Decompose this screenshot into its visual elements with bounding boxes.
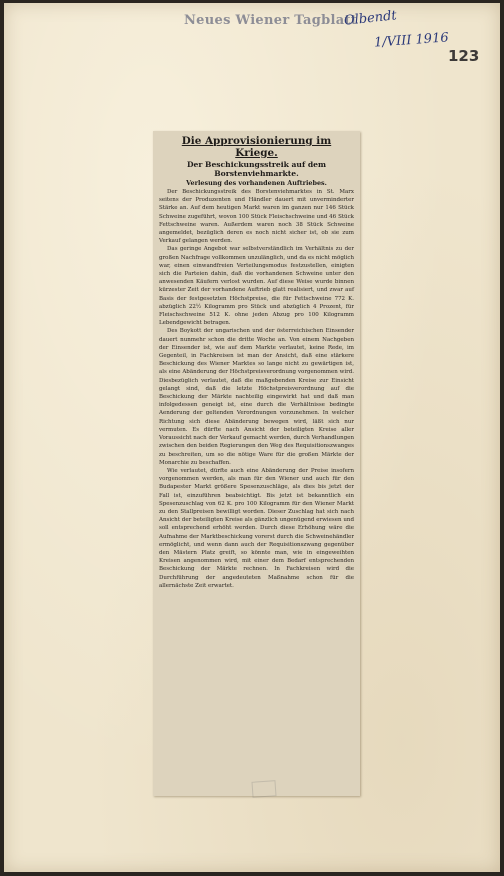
- faint-stamp-mark: [251, 780, 276, 798]
- article-paragraph-3: Des Boykott der ungarischen und der österreichischen Einsender dauert nunmehr schon die dritte Woche an. Von einem Nachgeben der Einsender ist, wie auf dem Markte verlautet, keine Rede, im Gegenteil, in Fachkreisen ist man der Ansicht, daß eine stärkere Beschickung des Wiener Marktes so lange nicht zu gewärtigen ist, als eine Abänderung der Höchstpreisverordnung vorgenommen wird. Diesbezüglich verlautet, daß die maßgebenden Kreise zur Einsicht gelangt sind, daß die letzte Höchstpreisverordnung auf die Beschickung der Märkte nachteilig eingewirkt hat und daß man infolgedessen geneigt ist, eine durch die Verhältnisse bedingte Aenderung der geltenden Verordnungen vorzunehmen. In welcher Richtung sich diese Abänderung bewegen wird, läßt sich nur vermuten. Es dürfte nach Ansicht der beteiligten Kreise aller Voraussicht nach der Verkauf gemacht werden, durch Verhandlungen zwischen den beiden Regierungen den Weg des Requisitionszwanges zu beschreiten, um so die nötige Ware für die großen Märkte der Monarchie zu beschaffen.: [159, 328, 354, 466]
- article-paragraph-4: Wie verlautet, dürfte auch eine Abänderung der Preise insofern vorgenommen werden, als man für den Wiener und auch für den Budapester Markt größere Spesenzuschläge, als dies bis jetzt der Fall ist, einzuführen beabsichtigt. Bis jetzt ist bekanntlich ein Spesenzuschlag von 62 K. pro 100 Kilogramm für den Wiener Markt zu den Stallpreisen bewilligt worden. Dieser Zuschlag hat sich nach Ansicht der beteiligten Kreise als gänzlich ungenügend erwiesen und soll entsprechend erhöht werden. Durch diese Erhöhung wäre die Aufnahme der Marktbeschickung vorerst durch die Schweinehändler ermöglicht, und wenn dann auch der Requisitionszwang gegenüber den Mästern Platz greift, so könnte man, wie in eingeweihten Kreisen angenommen wird, mit einer dem Bedarf entsprechenden Beschickung der Märkte rechnen. In Fachkreisen wird die Durchführung der angedeuteten Maßnahme schon für die allernächste Zeit erwartet.: [159, 467, 354, 589]
- newspaper-masthead: Neues Wiener Tagblatt: [184, 13, 358, 28]
- article-subsubheadline: Verlesung des vorhandenen Auftriebes.: [186, 179, 327, 187]
- article-headline: Die Approvisionierung im Kriege.: [181, 135, 332, 159]
- article-subheadline: Der Beschickungsstreik auf dem Borstenviehmarkte.: [186, 160, 327, 178]
- article-paragraph-1: Der Beschickungsstreik des Borstenviehmarktes in St. Marx seitens der Produzenten und Händler dauert mit unverminderter Stärke an. Auf dem heutigen Markt waren im ganzen nur 146 Stück Schweine zugeführt, wovon 100 Stück Fleischschweine und 46 Stück Fettschweine waren. Außerdem waren noch 38 Stück Schweine angemeldet, bezüglich deren es noch nicht sicher ist, ob sie zum Verkauf gelangen werden.: [159, 189, 354, 245]
- handwritten-name: Olbendt: [343, 8, 398, 29]
- newspaper-clipping: [153, 131, 360, 796]
- article-paragraph-2: Das geringe Angebot war selbstverständlich im Verhältnis zu der großen Nachfrage vollkommen unzulänglich, und da es nicht möglich war, einen einwandfreien Verteilungsmodus festzustellen, einigten sich die Parteien dahin, daß die vorhandenen Schweine unter den anwesenden Käufern verlost wurden. Auf diese Weise wurde binnen kürzester Zeit der vorhandene Auftrieb glatt realisiert, und zwar auf Basis der festgesetzten Höchstpreise, die für Fettschweine 772 K. abzüglich 22½ Kilogramm pro Stück und abzüglich 4 Prozent, für Fleischschweine 512 K. ohne jeden Abzug pro 100 Kilogramm Lebendgewicht betragen.: [159, 246, 354, 327]
- archive-sheet: [4, 3, 500, 872]
- page-number: 123: [448, 47, 480, 65]
- handwritten-date: 1/VIII 1916: [373, 30, 450, 51]
